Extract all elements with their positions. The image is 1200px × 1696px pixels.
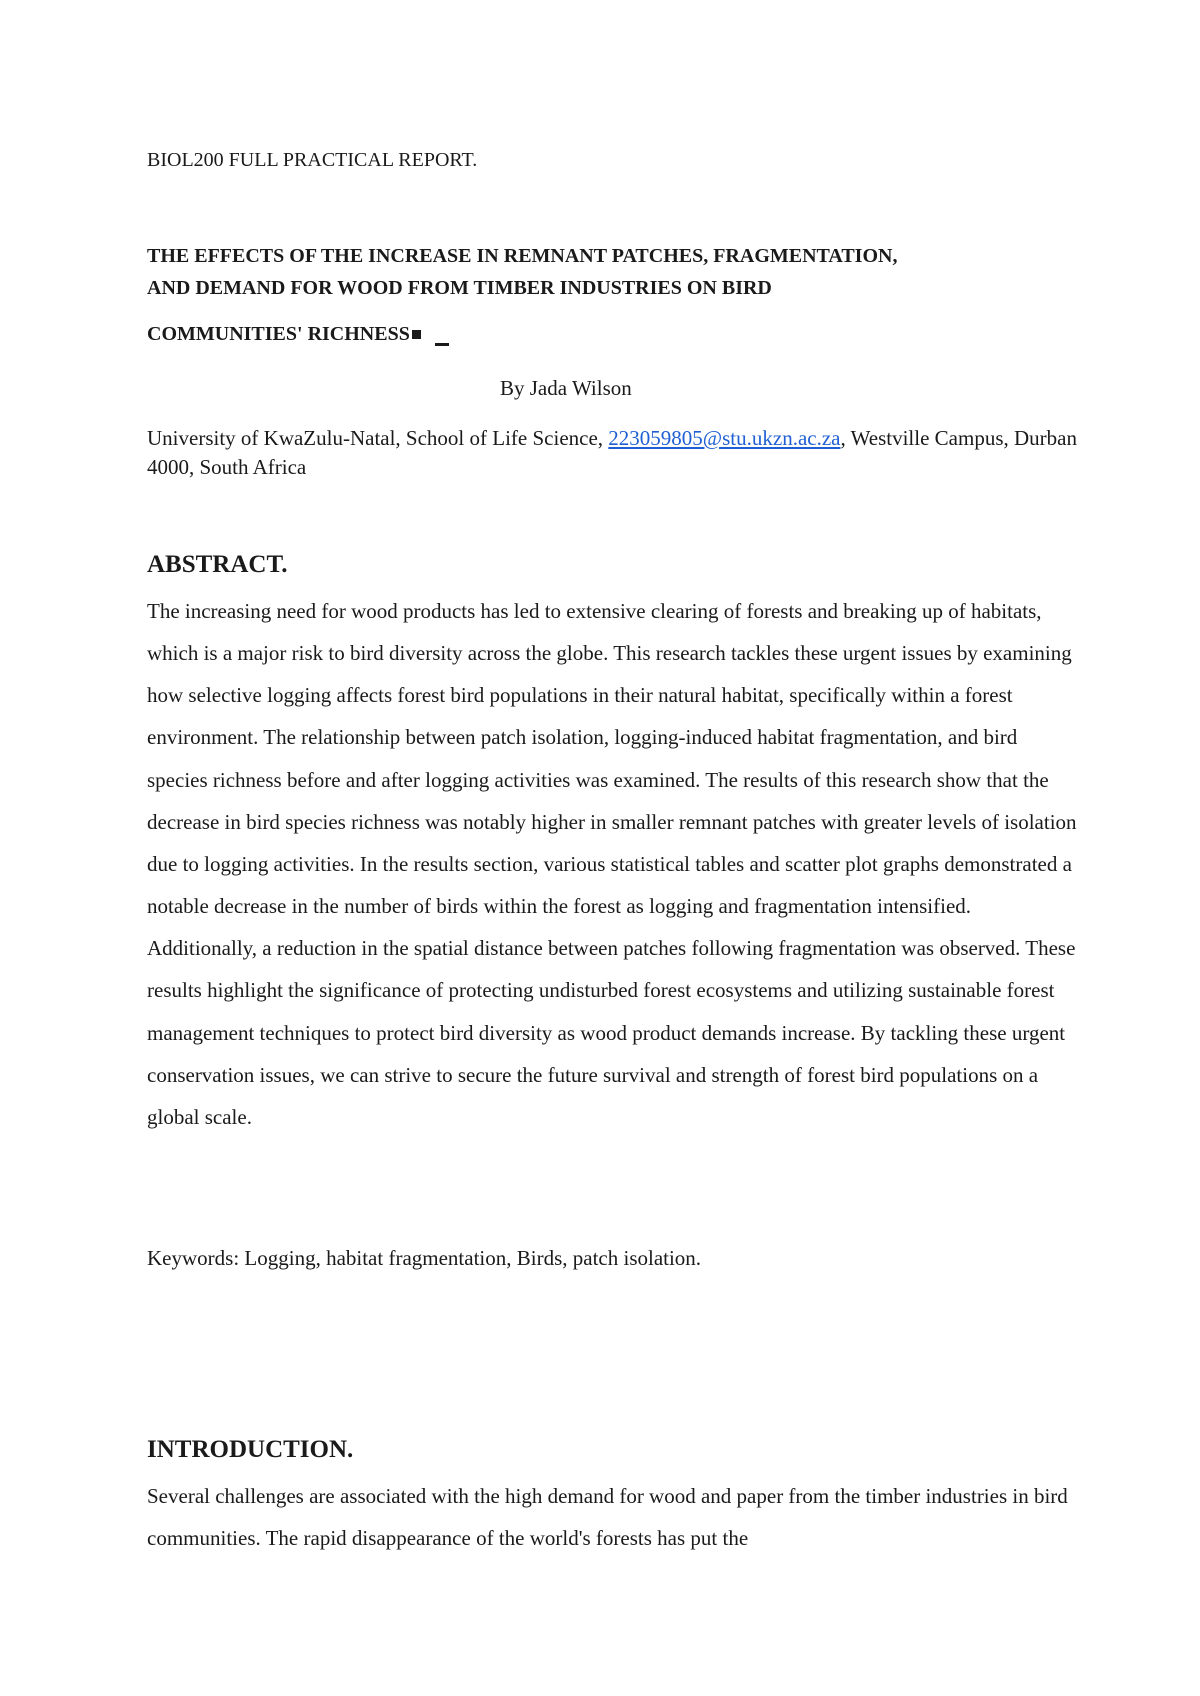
email-link[interactable]: 223059805@stu.ukzn.ac.za (608, 426, 841, 450)
title-line-1: THE EFFECTS OF THE INCREASE IN REMNANT PATCHES, FRAGMENTATION, (147, 245, 898, 267)
bullet-mark (412, 330, 421, 339)
keywords: Keywords: Logging, habitat fragmentation, Birds, patch isolation. (147, 1246, 702, 1270)
abstract-heading: ABSTRACT. (147, 551, 288, 578)
affiliation (147, 424, 1087, 482)
byline: By Jada Wilson (500, 376, 632, 400)
introduction-text: Several challenges are associated with the high demand for wood and paper from the timber industries in bird communities. The rapid disappearance of the world's forests has put the (147, 1484, 1068, 1551)
abstract-text: The increasing need for wood products has led to extensive clearing of forests and breaking up of habitats, which is a major risk to bird diversity across the globe. This research tackles these urgent issues by examining how selective logging affects forest bird populations in their natural habitat, specifically within a forest environment. The relationship between patch isolation, logging-induced habitat fragmentation, and bird species richness before and after logging activities was examined. The results of this research show that the decrease in bird species richness was notably higher in smaller remnant patches with greater levels of isolation due to logging activities. In the results section, various statistical tables and scatter plot graphs demonstrated a notable decrease in the number of birds within the forest as logging and fragmentation intensified. Additionally, a reduction in the spatial distance between patches following fragmentation was observed. These results highlight the significance of protecting undisturbed forest ecosystems and utilizing sustainable forest management techniques to protect bird diversity as wood product demands increase. By tackling these urgent conservation issues, we can strive to secure the future survival and strength of forest bird populations on a global scale. (147, 599, 1077, 1129)
introduction-heading: INTRODUCTION. (147, 1436, 354, 1463)
affiliation-text: University of KwaZulu-Natal, School of Life Science, (147, 426, 609, 450)
underscore-mark (435, 343, 449, 346)
title-line-3: COMMUNITIES' RICHNESS (147, 323, 410, 345)
title-line-3-wrap (147, 318, 1087, 350)
report-title (147, 240, 1087, 350)
affiliation-location: , Westville Campus, Durban 4000, South Africa (147, 426, 1077, 479)
course-line: BIOL200 FULL PRACTICAL REPORT. (147, 149, 478, 171)
title-line-2: AND DEMAND FOR WOOD FROM TIMBER INDUSTRIES ON BIRD (147, 277, 772, 299)
